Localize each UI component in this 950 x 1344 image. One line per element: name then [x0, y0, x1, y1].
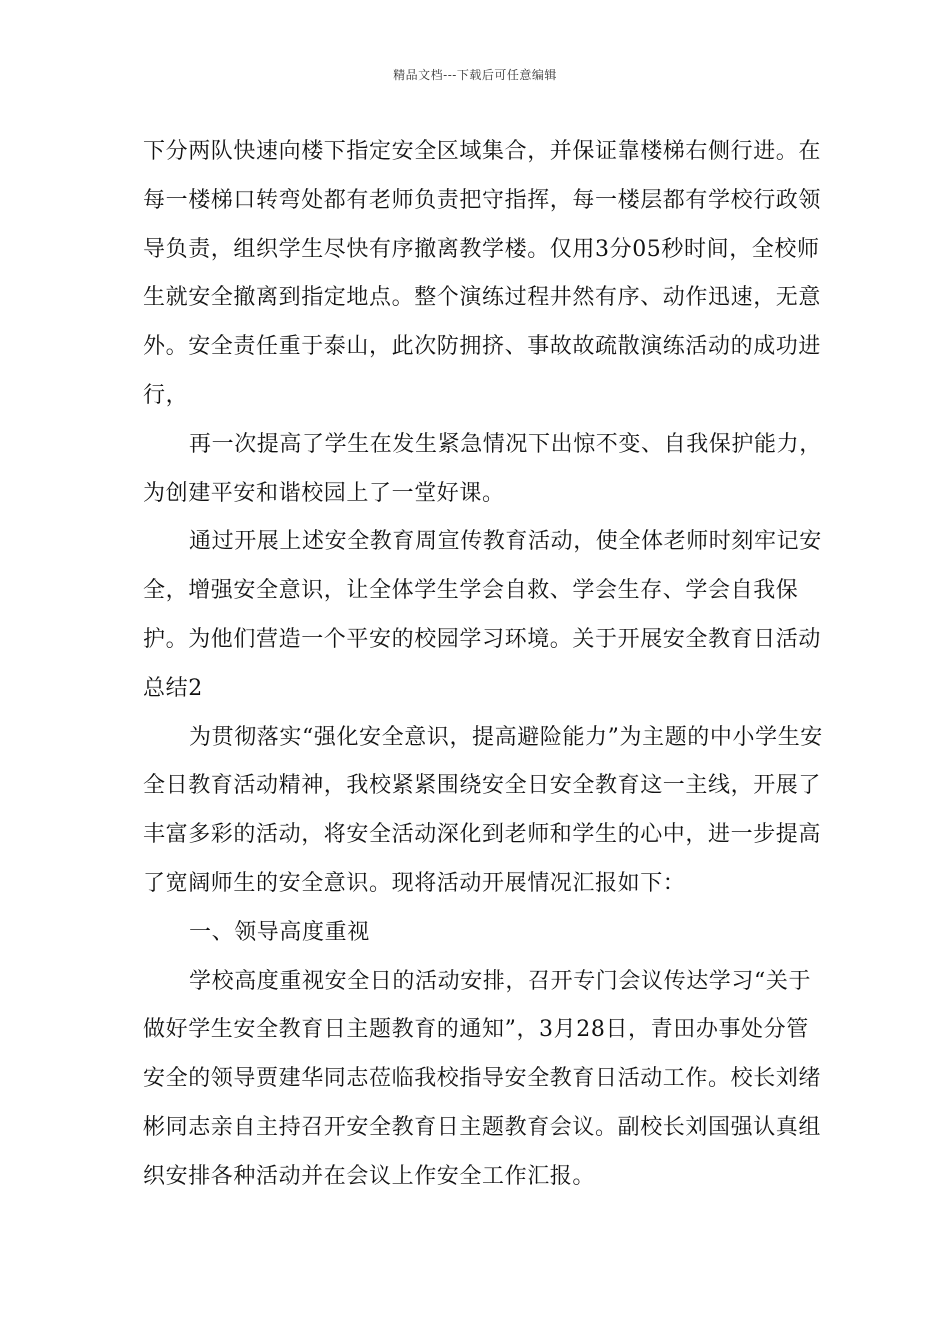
paragraph-safety-day-intro: 为贯彻落实“强化安全意识，提高避险能力”为主题的中小学生安全日教育活动精神，我校紧紧围绕安全日安全教育这一主线，开展了丰富多彩的活动，将安全活动深化到老师和学生的心中，进一步提高了宽阔师生的安全意识。现将活动开展情况汇报如下：	[143, 724, 823, 896]
page-header: 精品文档---下载后可任意编辑	[393, 68, 557, 82]
paragraph-leadership: 学校高度重视安全日的活动安排，召开专门会议传达学习“关于做好学生安全教育日主题教育的通知”，3月28日，青田办事处分管安全的领导贾建华同志莅临我校指导安全教育日活动工作。校长刘绪彬同志亲自主持召开安全教育日主题教育会议。副校长刘国强认真组织安排各种活动并在会议上作安全工作汇报。	[143, 968, 822, 1189]
paragraph-evacuation: 下分两队快速向楼下指定安全区域集合，并保证靠楼梯右侧行进。在每一楼梯口转弯处都有老师负责把守指挥，每一楼层都有学校行政领导负责，组织学生尽快有序撤离教学楼。仅用3分05秒时间，全校师生就安全撤离到指定地点。整个演练过程井然有序、动作迅速，无意外。安全责任重于泰山，此次防拥挤、事故故疏散演练活动的成功进行，	[143, 139, 822, 408]
paragraph-safe-campus: 再一次提高了学生在发生紧急情况下出惊不变、自我保护能力，为创建平安和谐校园上了一堂好课。	[143, 431, 822, 506]
section-heading-leadership: 一、领导高度重视	[189, 919, 370, 945]
document-body	[143, 128, 823, 1202]
paragraph-safety-week-summary: 通过开展上述安全教育周宣传教育活动，使全体老师时刻牢记安全，增强安全意识，让全体学生学会自救、学会生存、学会自我保护。为他们营造一个平安的校园学习环境。关于开展安全教育日活动总结2	[143, 529, 822, 701]
